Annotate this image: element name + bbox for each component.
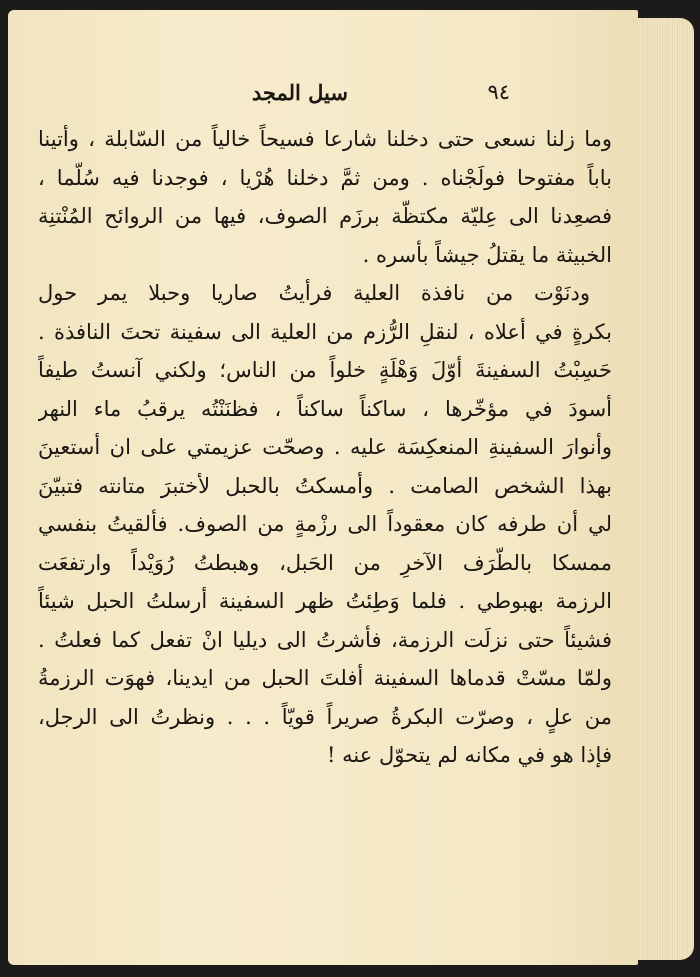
text-line: حَسِبْتُ السفينةَ أوّلَ وَهْلَةٍ خلواً من الناس؛ ولكني آنستُ طيفاً [38, 358, 612, 382]
running-title: سيل المجد [251, 80, 348, 105]
text-line: الرزمة بهبوطي . فلما وَطِئتُ ظهر السفينة أرسلتُ الحبل شيئاً [38, 589, 612, 613]
page-number: ٩٤ [487, 80, 510, 104]
text-line: بكرةٍ في أعلاه ، لنقلِ الرُّزم من العلية الى سفينة تحتَ النافذة . [38, 319, 612, 344]
text-line: وما زلنا نسعى حتى دخلنا شارعا فسيحاً خالياً من السّابلة ، وأتينا [38, 127, 612, 151]
text-line: ودنَوْت من نافذة العلية فرأيتُ صاريا وحبلا يمر حول [38, 281, 590, 305]
text-line: من علٍ ، وصرّت البكرةُ صريراً قويّاً . . . ونظرتُ الى الرجل، [38, 704, 612, 729]
text-line: لي أن طرفه كان معقوداً الى رزْمةٍ من الصوف. فألقيتُ بنفسي [38, 512, 612, 536]
text-line: ولمّا مسّتْ قدماها السفينة أفلتَ الحبل من ايدينا، فهوَت الرزمةُ [38, 666, 612, 690]
text-line: الخبيثة ما يقتلُ جيشاً بأسره . [362, 242, 612, 267]
text-line: ممسكا بالطّرَف الآخرِ من الحَبل، وهبطتُ رُوَيْداً وارتفعَت [38, 550, 612, 575]
page-header [8, 80, 638, 110]
body-text [38, 120, 612, 775]
text-line: فإذا هو في مكانه لم يتحوّل عنه ! [327, 743, 612, 767]
text-line: بهذا الشخص الصامت . وأمسكتُ بالحبل لأختبرَ متانته فتبيّنَ [38, 473, 612, 498]
text-line: وأنوارَ السفينةِ المنعكِسَة عليه . وصحّت عزيمتي على ان أستعينَ [38, 435, 612, 459]
text-line: أسودَ في مؤخّرها ، ساكناً ساكناً ، فظنَنْتُه يرقبُ ماء النهر [38, 396, 612, 421]
text-line: فصعِدنا الى عِليّة مكتظّة برزَم الصوف، فيها من الروائح المُنْتنِة [38, 204, 612, 228]
text-line: باباً مفتوحا فولَجْناه . ومن ثمَّ دخلنا هُرْيا ، فوجدنا فيه سُلّما ، [38, 165, 612, 190]
text-line: فشيئاً حتى نزلَت الرزمة، فأشرتُ الى ديليا انْ تفعل كما فعلتُ . [38, 627, 612, 652]
